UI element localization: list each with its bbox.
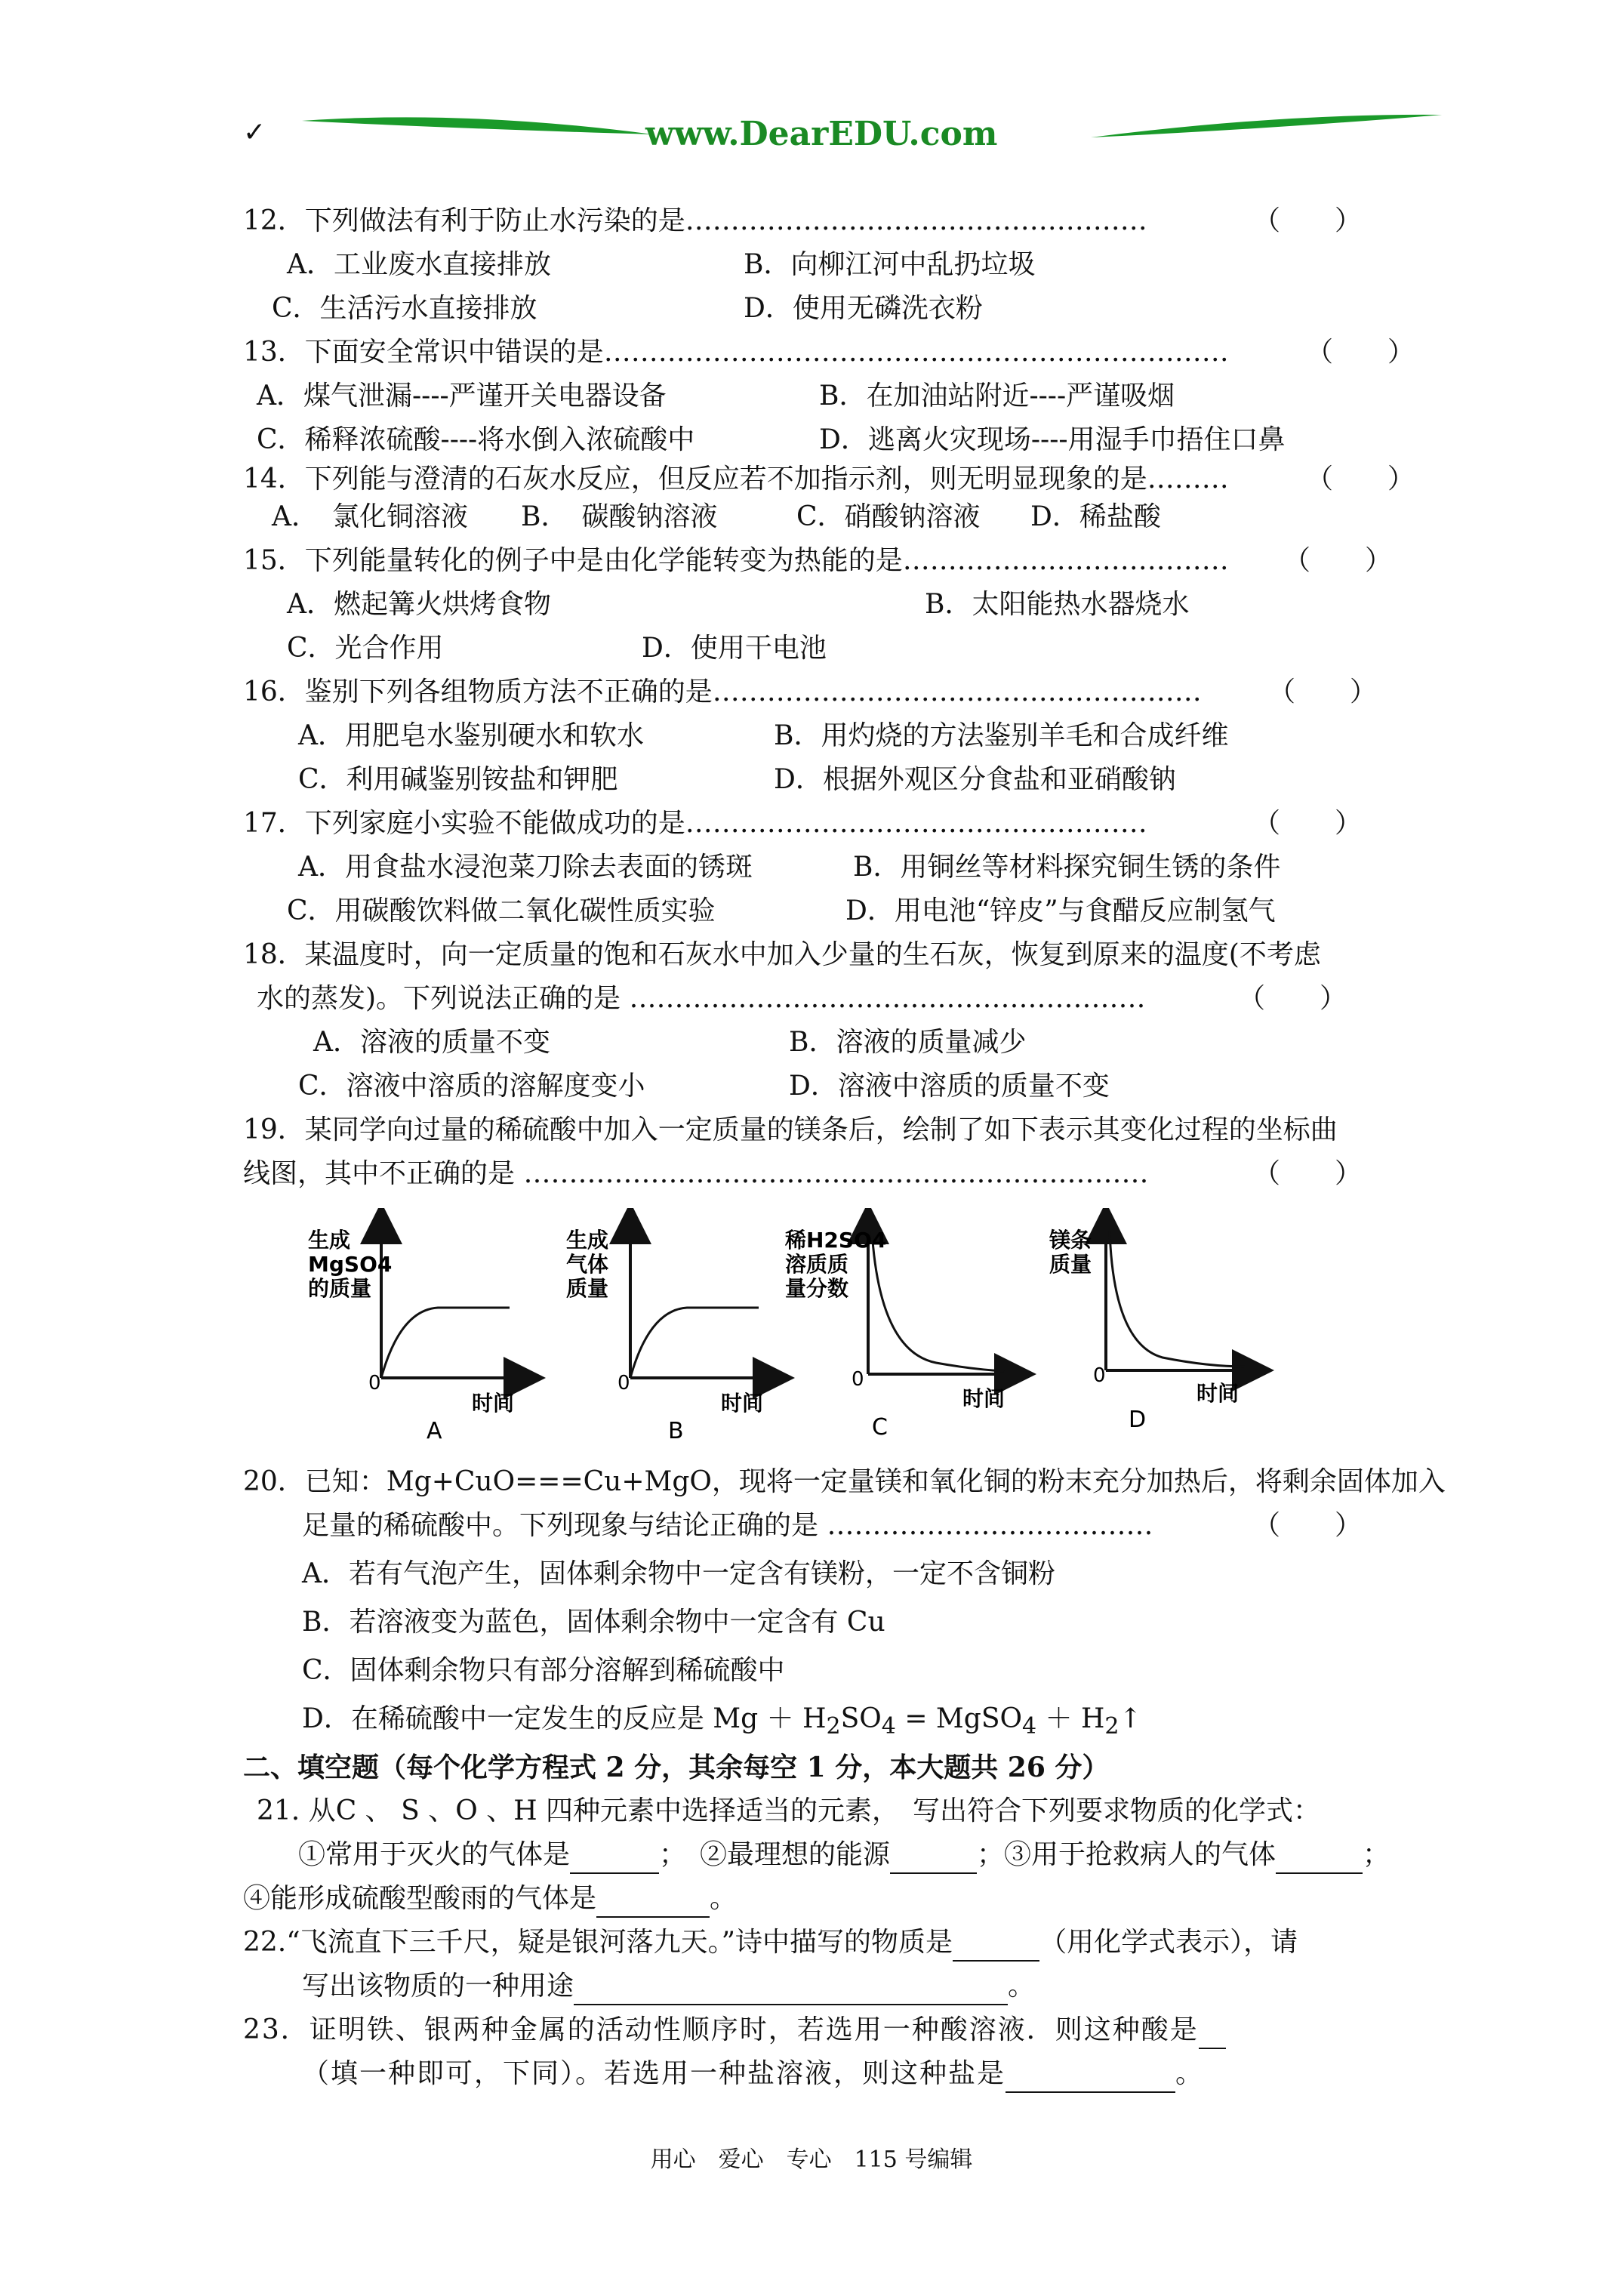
q16-option-a: A．用肥皂水鉴别硬水和软水 [298,720,644,751]
q19-stem-line1: 19．某同学向过量的稀硫酸中加入一定质量的镁条后，绘制了如下表示其变化过程的坐标曲 [243,1114,1338,1145]
q18-stem-line1: 18．某温度时，向一定质量的饱和石灰水中加入少量的生石灰，恢复到原来的温度(不考虑 [243,939,1321,970]
graph-a-ylabel-2: MgSO4 [308,1252,393,1277]
q13-stem: 13．下面安全常识中错误的是…………………………………………………………… [243,337,1229,368]
q22-line2 [302,1968,1035,2005]
q12-answer-paren: （ ） [1253,205,1363,236]
q16-option-d: D．根据外观区分食盐和亚硝酸钠 [774,764,1176,795]
q18-option-d: D．溶液中溶质的质量不变 [789,1071,1110,1102]
q20-arrow: ↑ [1119,1703,1142,1734]
q18-answer-paren: （ ） [1238,983,1347,1014]
q15-option-c: C．光合作用 [287,633,444,664]
q12-stem: 12．下列做法有利于防止水污染的是…………………………………………… [243,205,1147,236]
q22-stem-end: （用化学式表示），请 [1039,1927,1298,1958]
graph-a-ylabel-1: 生成 [308,1228,351,1253]
graph-d-origin: 0 [1093,1364,1106,1387]
q23-stem: 23．证明铁、银两种金属的活动性顺序时，若选用一种酸溶液．则这种酸是 [243,2014,1199,2045]
q23-line2-text: （填一种即可，下同）。若选用一种盐溶液，则这种盐是 [302,2058,1006,2089]
q21-line1 [298,1836,1390,1874]
q15-option-d: D．使用干电池 [642,633,827,664]
q17-option-a: A．用食盐水浸泡菜刀除去表面的锈斑 [298,852,753,883]
q20-so4: SO [840,1703,882,1734]
q21-part1: ①常用于灭火的气体是 [298,1839,571,1870]
graph-a-label: A [427,1418,442,1444]
graph-c-ylabel-2: 溶质质 [785,1252,849,1277]
q20-answer-paren: （ ） [1253,1510,1363,1541]
q21-part4: ④能形成硫酸型酸雨的气体是 [243,1883,597,1914]
q17-option-c: C．用碳酸饮料做二氧化碳性质实验 [287,895,716,926]
q19-stem-line2: 线图，其中不正确的是 …………………………………………………………… [243,1158,1149,1189]
graph-b-xlabel: 时间 [721,1391,764,1416]
q18-option-c: C．溶液中溶质的溶解度变小 [298,1071,645,1102]
q20-sub-2b: 2 [1104,1713,1119,1740]
q23-blank-1[interactable] [1199,2020,1226,2049]
graph-d-label: D [1129,1407,1147,1433]
q21-part2: ； ②最理想的能源 [659,1839,891,1870]
q15-answer-paren: （ ） [1283,545,1393,576]
q21-part3: ；③用于抢救病人的气体 [977,1839,1277,1870]
q21-blank-3[interactable] [1276,1845,1363,1874]
q13-option-a: A．煤气泄漏----严谨开关电器设备 [257,381,667,411]
q16-answer-paren: （ ） [1268,676,1378,707]
q20-stem-line1: 20．已知：Mg+CuO===Cu+MgO，现将一定量镁和氧化铜的粉末充分加热后，将剩余固体加入 [243,1466,1446,1497]
q21-blank-2[interactable] [890,1845,977,1874]
q12-option-d: D．使用无磷洗衣粉 [744,293,983,324]
q22-blank-2[interactable] [574,1977,1008,2005]
q13-option-b: B．在加油站附近----严谨吸烟 [819,381,1175,411]
graph-b [566,1223,774,1444]
q21-line2 [243,1880,737,1918]
q21-blank-4[interactable] [596,1889,710,1918]
graph-c-ylabel-1: 稀H2SO4 [785,1228,887,1253]
q18-stem-line2: 水的蒸发)。下列说法正确的是 ………………………………………………… [257,983,1146,1014]
q15-stem: 15．下列能量转化的例子中是由化学能转变为热能的是……………………………… [243,545,1229,576]
graph-c-origin: 0 [852,1368,864,1391]
q15-option-a: A．燃起篝火烘烤食物 [287,589,551,620]
q23-line2-end: 。 [1175,2058,1205,2089]
graph-b-origin: 0 [617,1372,630,1395]
q14-option-a: A． 氯化铜溶液 [272,501,468,532]
q21-stem: 21. 从C 、 S 、O 、H 四种元素中选择适当的元素， 写出符合下列要求物质的化学式： [257,1795,1321,1826]
q20-sub-4b: 4 [1022,1713,1037,1740]
graph-a-ylabel-3: 的质量 [308,1276,372,1301]
q15-option-b: B．太阳能热水器烧水 [925,589,1190,620]
q12-option-b: B．向柳江河中乱扔垃圾 [744,249,1036,280]
q20-option-d-text: D．在稀硫酸中一定发生的反应是 Mg ＋ H [302,1703,827,1734]
q21-blank-1[interactable] [570,1845,659,1874]
q12-option-a: A．工业废水直接排放 [287,249,551,280]
graph-c-ylabel-3: 量分数 [785,1276,849,1301]
q20-sub-4a: 4 [881,1713,896,1740]
q21-part3-end: ； [1363,1839,1390,1870]
q20-sub-h2: 2 [826,1713,841,1740]
q19-answer-paren: （ ） [1253,1158,1363,1189]
q17-option-d: D．用电池“锌皮”与食醋反应制氢气 [845,895,1276,926]
q12-option-c: C．生活污水直接排放 [272,293,537,324]
graph-a-origin: 0 [368,1372,381,1395]
q18-option-a: A．溶液的质量不变 [313,1027,550,1058]
q22-line1 [243,1924,1298,1962]
q16-option-b: B．用灼烧的方法鉴别羊毛和合成纤维 [774,720,1229,751]
q20-h: ＋ H [1036,1703,1105,1734]
graph-c [784,1223,1015,1441]
graph-b-ylabel-1: 生成 [566,1228,609,1253]
q16-stem: 16．鉴别下列各组物质方法不正确的是……………………………………………… [243,676,1202,707]
q20-stem-line2: 足量的稀硫酸中。下列现象与结论正确的是 ……………………………… [302,1510,1153,1541]
graph-a-xlabel: 时间 [472,1391,515,1416]
section-2-title: 二、填空题（每个化学方程式 2 分，其余每空 1 分，本大题共 26 分） [243,1752,1110,1783]
q20-option-a: A．若有气泡产生，固体剩余物中一定含有镁粉，一定不含铜粉 [302,1558,1055,1589]
page-footer: 用心 爱心 专心 115 号编辑 [650,2147,973,2173]
q22-blank-1[interactable] [953,1933,1039,1962]
q17-option-b: B．用铜丝等材料探究铜生锈的条件 [853,852,1281,883]
site-banner [298,106,1446,159]
q14-option-c: C．硝酸钠溶液 [796,501,981,532]
graph-b-ylabel-2: 气体 [566,1252,609,1277]
q17-stem: 17．下列家庭小实验不能做成功的是…………………………………………… [243,808,1147,839]
q23-line1 [243,2011,1226,2049]
graph-a [308,1223,525,1444]
check-mark: ✓ [243,117,266,148]
q18-option-b: B．溶液的质量减少 [789,1027,1027,1058]
graph-d-ylabel-2: 质量 [1049,1252,1092,1277]
q20-option-d [302,1700,1142,1746]
q22-stem: 22.“飞流直下三千尺，疑是银河落九天。”诗中描写的物质是 [243,1927,953,1958]
q14-option-d: D．稀盐酸 [1030,501,1161,532]
graph-b-ylabel-3: 质量 [566,1276,609,1301]
q22-line2-end: 。 [1008,1971,1036,2002]
q14-answer-paren: （ ） [1306,464,1415,495]
graph-c-label: C [872,1414,888,1441]
q16-option-c: C．利用碱鉴别铵盐和钾肥 [298,764,618,795]
q23-blank-2[interactable] [1006,2064,1175,2093]
graph-b-label: B [668,1418,684,1444]
q20-mgso: = MgSO [895,1703,1023,1734]
graph-d [1049,1223,1253,1433]
q14-option-b: B． 碳酸钠溶液 [521,501,718,532]
q21-part4-end: 。 [710,1883,738,1914]
graph-c-xlabel: 时间 [962,1386,1006,1411]
q13-option-d: D．逃离火灾现场----用湿手巾捂住口鼻 [819,424,1286,455]
q23-line2 [302,2055,1204,2093]
q20-option-c: C．固体剩余物只有部分溶解到稀硫酸中 [302,1655,785,1686]
q20-option-b: B．若溶液变为蓝色，固体剩余物中一定含有 Cu [302,1607,885,1638]
graph-d-xlabel: 时间 [1196,1381,1240,1406]
site-logo-text: www.DearEDU.com [645,115,998,153]
q13-option-c: C．稀释浓硫酸----将水倒入浓硫酸中 [257,424,695,455]
q13-answer-paren: （ ） [1306,337,1415,368]
q17-answer-paren: （ ） [1253,808,1363,839]
graph-d-ylabel-1: 镁条 [1049,1228,1092,1253]
q14-stem: 14．下列能与澄清的石灰水反应，但反应若不加指示剂，则无明显现象的是……… [243,464,1229,495]
q19-graphs [302,1208,1298,1457]
q22-line2-text: 写出该物质的一种用途 [302,1971,574,2002]
